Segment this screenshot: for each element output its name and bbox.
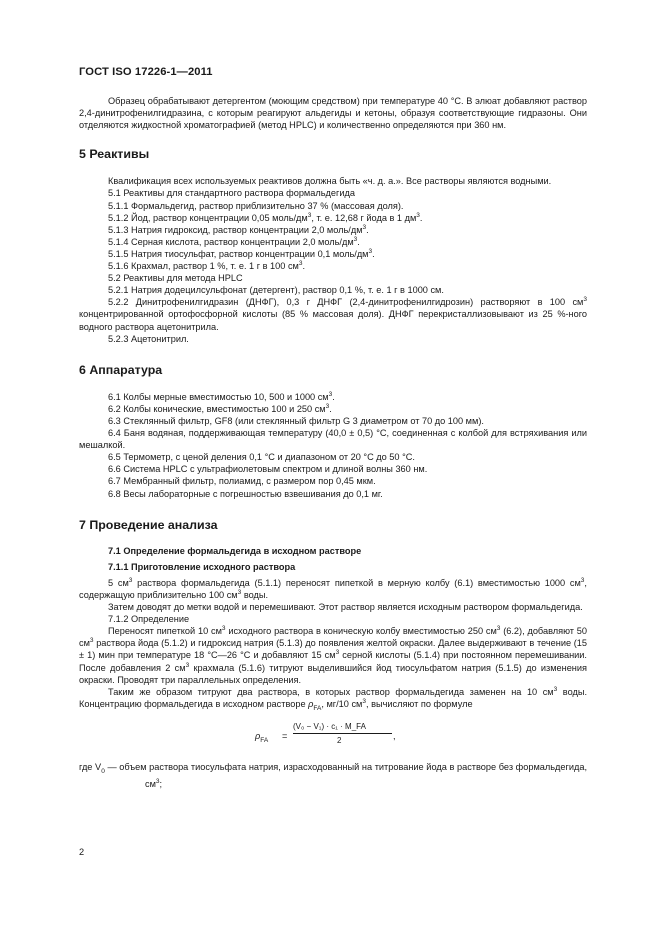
item-5-2-2: 5.2.2 Динитрофенилгидразин (ДНФГ), 0,3 г ДНФГ (2,4-динитрофенилгидрозин) растворяют в 100 $см^3$ концентрированной ортофосфорной кислоты (85 % массовая доля). ДНФГ перекристаллизовывают из 25 %-ного водного раствора ацетонитрила. [79, 296, 587, 332]
item-5-1-5: 5.1.5 Натрия тиосульфат, раствор концентрации 0,1 моль/$дм^3$. [108, 247, 375, 259]
item-5-2: 5.2 Реактивы для метода HPLC [108, 273, 243, 284]
item-5-1-4: 5.1.4 Серная кислота, раствор концентрации 2,0 моль/$дм^3$. [108, 235, 360, 247]
formula-denominator: 2 [337, 735, 342, 745]
item-6-3: 6.3 Стеклянный фильтр, GF8 (или стеклянный фильтр G 3 диаметром от 70 до 100 мм). [108, 415, 484, 426]
item-6-4: 6.4 Баня водяная, поддерживающая температуру (40,0 ± 0,5) °С, соединенная с колбой для встряхивания или мешалкой. [79, 428, 587, 451]
item-5-2-1: 5.2.1 Натрия додецилсульфонат (детергент), раствор 0,1 %, т. е. 1 г в 1000 см. [108, 285, 444, 296]
item-6-2: 6.2 Колбы конические, вместимостью 100 и 250 $см^3$. [108, 402, 332, 414]
page-number: 2 [79, 847, 85, 857]
section-7-title: 7 Проведение анализа [79, 517, 218, 532]
item-6-5: 6.5 Термометр, с ценой деления 0,1 °С и диапазоном от 20 °С до 50 °С. [108, 452, 415, 463]
paragraph-7-1-1-a: 5 $см^3$ раствора формальдегида (5.1.1) переносят пипеткой в мерную колбу (6.1) вместимостью 1000 $см^3$, содержащую приблизительно 100 $см^3$ воды. [79, 576, 587, 600]
item-5-1: 5.1 Реактивы для стандартного раствора формальдегида [108, 188, 355, 199]
item-6-6: 6.6 Система HPLC с ультрафиолетовым спектром и длиной волны 360 нм. [108, 464, 428, 475]
formula-where-v0: где $V_0$ — объем раствора тиосульфата натрия, израсходованный на титрование йода в растворе без формальдегида, $см^3$; [79, 761, 588, 789]
item-5-2-3: 5.2.3 Ацетонитрил. [108, 333, 189, 344]
section-5-intro: Квалификация всех используемых реактивов должна быть «ч. д. а.». Все растворы являются водными. [108, 176, 552, 187]
intro-paragraph: Образец обрабатывают детергентом (моющим средством) при температуре 40 °С. В элюат добавляют раствор 2,4-динитрофенилгидразина, с которым реагируют альдегиды и кетоны, образуя соответствующие гидразоны. Они отделяются жидкостной хроматографией (метод HPLC) и количественно определяются при 360 нм. [79, 96, 587, 131]
item-6-1: 6.1 Колбы мерные вместимостью 10, 500 и 1000 $см^3$. [108, 390, 335, 402]
paragraph-7-1-1-b: Затем доводят до метки водой и перемешивают. Этот раствор является исходным раствором формальдегида. [108, 602, 583, 613]
item-5-1-3: 5.1.3 Натрия гидроксид, раствор концентрации 2,0 моль/$дм^3$. [108, 223, 369, 235]
item-6-7: 6.7 Мембранный фильтр, полиамид, с размером пор 0,45 мкм. [108, 476, 376, 487]
document-header: ГОСТ ISO 17226-1—2011 [79, 66, 213, 78]
paragraph-7-1-2-b: Таким же образом титруют два раствора, в которых раствор формальдегида заменен на 10 $см^3$ воды. Концентрацию формальдегида в исходном растворе $\rho_{FA}$, мг/10 $см^3$, вычисляют по формуле [79, 685, 587, 712]
item-5-1-2: 5.1.2 Йод, раствор концентрации 0,05 моль/$дм^3$, т. е. 12,68 г йода в 1 $дм^3$. [108, 211, 423, 223]
formula-equals: = [282, 730, 288, 741]
formula-numerator: (V₀ − V₁) · c₁ · M_FA [293, 721, 366, 731]
section-6-title: 6 Аппаратура [79, 362, 163, 377]
item-5-1-6: 5.1.6 Крахмал, раствор 1 %, т. е. 1 г в 100 $см^3$. [108, 260, 306, 272]
subsection-7-1-1-title: 7.1.1 Приготовление исходного раствора [108, 561, 296, 572]
item-6-8: 6.8 Весы лабораторные с погрешностью взвешивания до 0,1 мг. [108, 488, 383, 499]
page-content [79, 95, 587, 790]
formula-end-punct: , [393, 730, 396, 741]
formula-fraction-bar [293, 733, 392, 734]
subsection-7-1-title: 7.1 Определение формальдегида в исходном растворе [108, 545, 362, 556]
paragraph-7-1-2-a: Переносят пипеткой 10 $см^3$ исходного раствора в коническую колбу вместимостью 250 $см^3$ (6.2), добавляют 50 $см^3$ раствора йода (5.1.2) и гидроксид натрия (5.1.3) до появления желтой окраски. Далее выдерживают в течение (15 ± 1) мин при температуре 18 °С—26 °С и добавляют 15 $см^3$ серной кислоты (5.1.4) при постоянном перемешивании. После добавления 2 $см^3$ крахмала (5.1.6) титруют выделившийся йод тиосульфатом натрия (5.1.5) до изменения окраски. Проводят три параллельных определения. [79, 625, 588, 685]
item-5-1-1: 5.1.1 Формальдегид, раствор приблизительно 37 % (массовая доля). [108, 200, 404, 211]
section-5-title: 5 Реактивы [79, 147, 150, 162]
formula-lhs: $\rho_{FA}$ [255, 730, 269, 744]
formula-rho-fa [79, 721, 587, 755]
subsection-7-1-2-title: 7.1.2 Определение [108, 614, 190, 625]
